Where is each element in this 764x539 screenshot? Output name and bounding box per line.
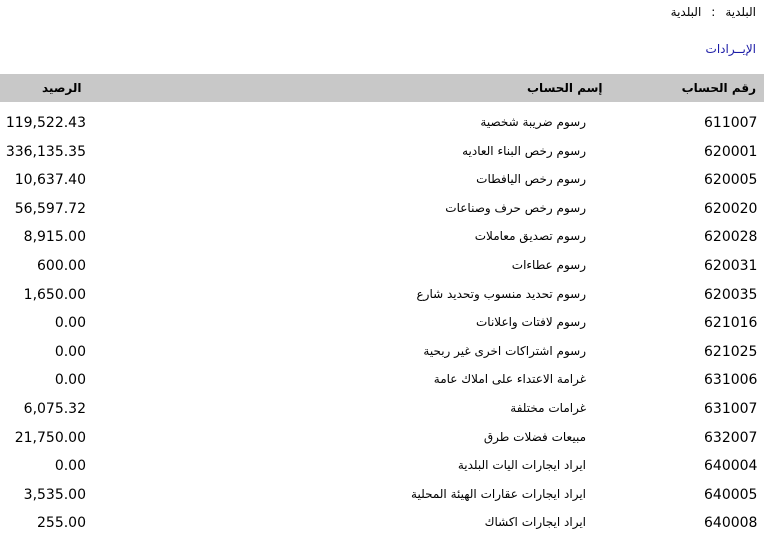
table-row: [0, 253, 764, 282]
account-name-cell: رسوم تحديد منسوب وتحديد شارع: [416, 286, 586, 301]
balance-cell: 255.00: [37, 515, 86, 532]
balance-cell: 0.00: [54, 343, 86, 360]
account-name-cell: ايراد ايجارات اليات البلدية: [457, 458, 586, 473]
account-name-cell: رسوم اشتراكات اخرى غير ربحية: [423, 343, 586, 358]
balance-cell: 1,650.00: [23, 286, 86, 303]
account-number-cell: 621025: [704, 343, 758, 360]
municipality-line: [671, 5, 756, 19]
account-number-cell: 611007: [704, 115, 758, 131]
account-number-cell: 620035: [704, 286, 758, 303]
column-header-account-number: رقم الحساب: [681, 81, 756, 95]
account-name-cell: رسوم عطاءات: [511, 257, 586, 272]
table-row: [0, 110, 764, 139]
account-number-cell: 640004: [704, 458, 758, 475]
account-name-cell: رسوم رخص البناء العاديه: [462, 143, 586, 158]
balance-cell: 119,522.43: [5, 115, 86, 131]
account-name-cell: غرامات مختلفة: [510, 400, 586, 415]
account-name-cell: مبيعات فضلات طرق: [483, 429, 586, 444]
account-name-cell: رسوم رخص حرف وصناعات: [445, 200, 586, 215]
balance-cell: 0.00: [54, 458, 86, 475]
table-row: [0, 482, 764, 511]
account-number-cell: 620031: [704, 257, 758, 274]
table-row: [0, 224, 764, 253]
municipality-separator: :: [711, 5, 716, 19]
balance-cell: 6,075.32: [23, 400, 86, 417]
account-number-cell: 631006: [704, 372, 758, 389]
table-row: [0, 167, 764, 196]
municipality-value: البلدية: [670, 5, 702, 19]
balance-cell: 600.00: [37, 257, 86, 274]
balance-cell: 8,915.00: [23, 229, 86, 246]
account-name-cell: ايراد ايجارات اكشاك: [484, 515, 586, 530]
balance-cell: 3,535.00: [23, 486, 86, 503]
account-number-cell: 620005: [704, 172, 758, 189]
account-number-cell: 640005: [704, 486, 758, 503]
balance-cell: 336,135.35: [5, 143, 86, 160]
column-header-account-name: إسم الحساب: [527, 81, 603, 95]
table-row: [0, 367, 764, 396]
account-name-cell: رسوم ضريبة شخصية: [480, 115, 586, 129]
account-number-cell: 620001: [704, 143, 758, 160]
table-row: [0, 453, 764, 482]
account-name-cell: غرامة الاعتداء على املاك عامة: [433, 372, 586, 387]
account-number-cell: 621016: [704, 315, 758, 332]
account-number-cell: 640008: [704, 515, 758, 532]
table-row: [0, 396, 764, 425]
account-name-cell: رسوم لافتات واعلانات: [475, 315, 586, 330]
revenues-section-title: الإيــرادات: [705, 42, 756, 56]
table-row: [0, 196, 764, 225]
table-row: [0, 425, 764, 454]
balance-cell: 10,637.40: [14, 172, 86, 189]
account-number-cell: 620028: [704, 229, 758, 246]
table-row: [0, 282, 764, 311]
account-number-cell: 631007: [704, 400, 758, 417]
balance-cell: 21,750.00: [14, 429, 86, 446]
table-row: [0, 339, 764, 368]
account-name-cell: رسوم رخص اليافطات: [476, 172, 586, 187]
table-row: [0, 510, 764, 539]
balance-cell: 0.00: [54, 315, 86, 332]
municipality-label: البلدية: [725, 5, 756, 19]
balance-cell: 0.00: [54, 372, 86, 389]
account-name-cell: ايراد ايجارات عقارات الهيئة المحلية: [411, 486, 586, 501]
column-header-balance: الرصيد: [42, 81, 82, 95]
table-row: [0, 139, 764, 168]
balance-cell: 56,597.72: [14, 200, 86, 217]
account-number-cell: 620020: [704, 200, 758, 217]
table-header: [0, 74, 764, 102]
table-row: [0, 310, 764, 339]
table-body: [0, 110, 764, 539]
account-name-cell: رسوم تصديق معاملات: [474, 229, 586, 244]
account-number-cell: 632007: [704, 429, 758, 446]
